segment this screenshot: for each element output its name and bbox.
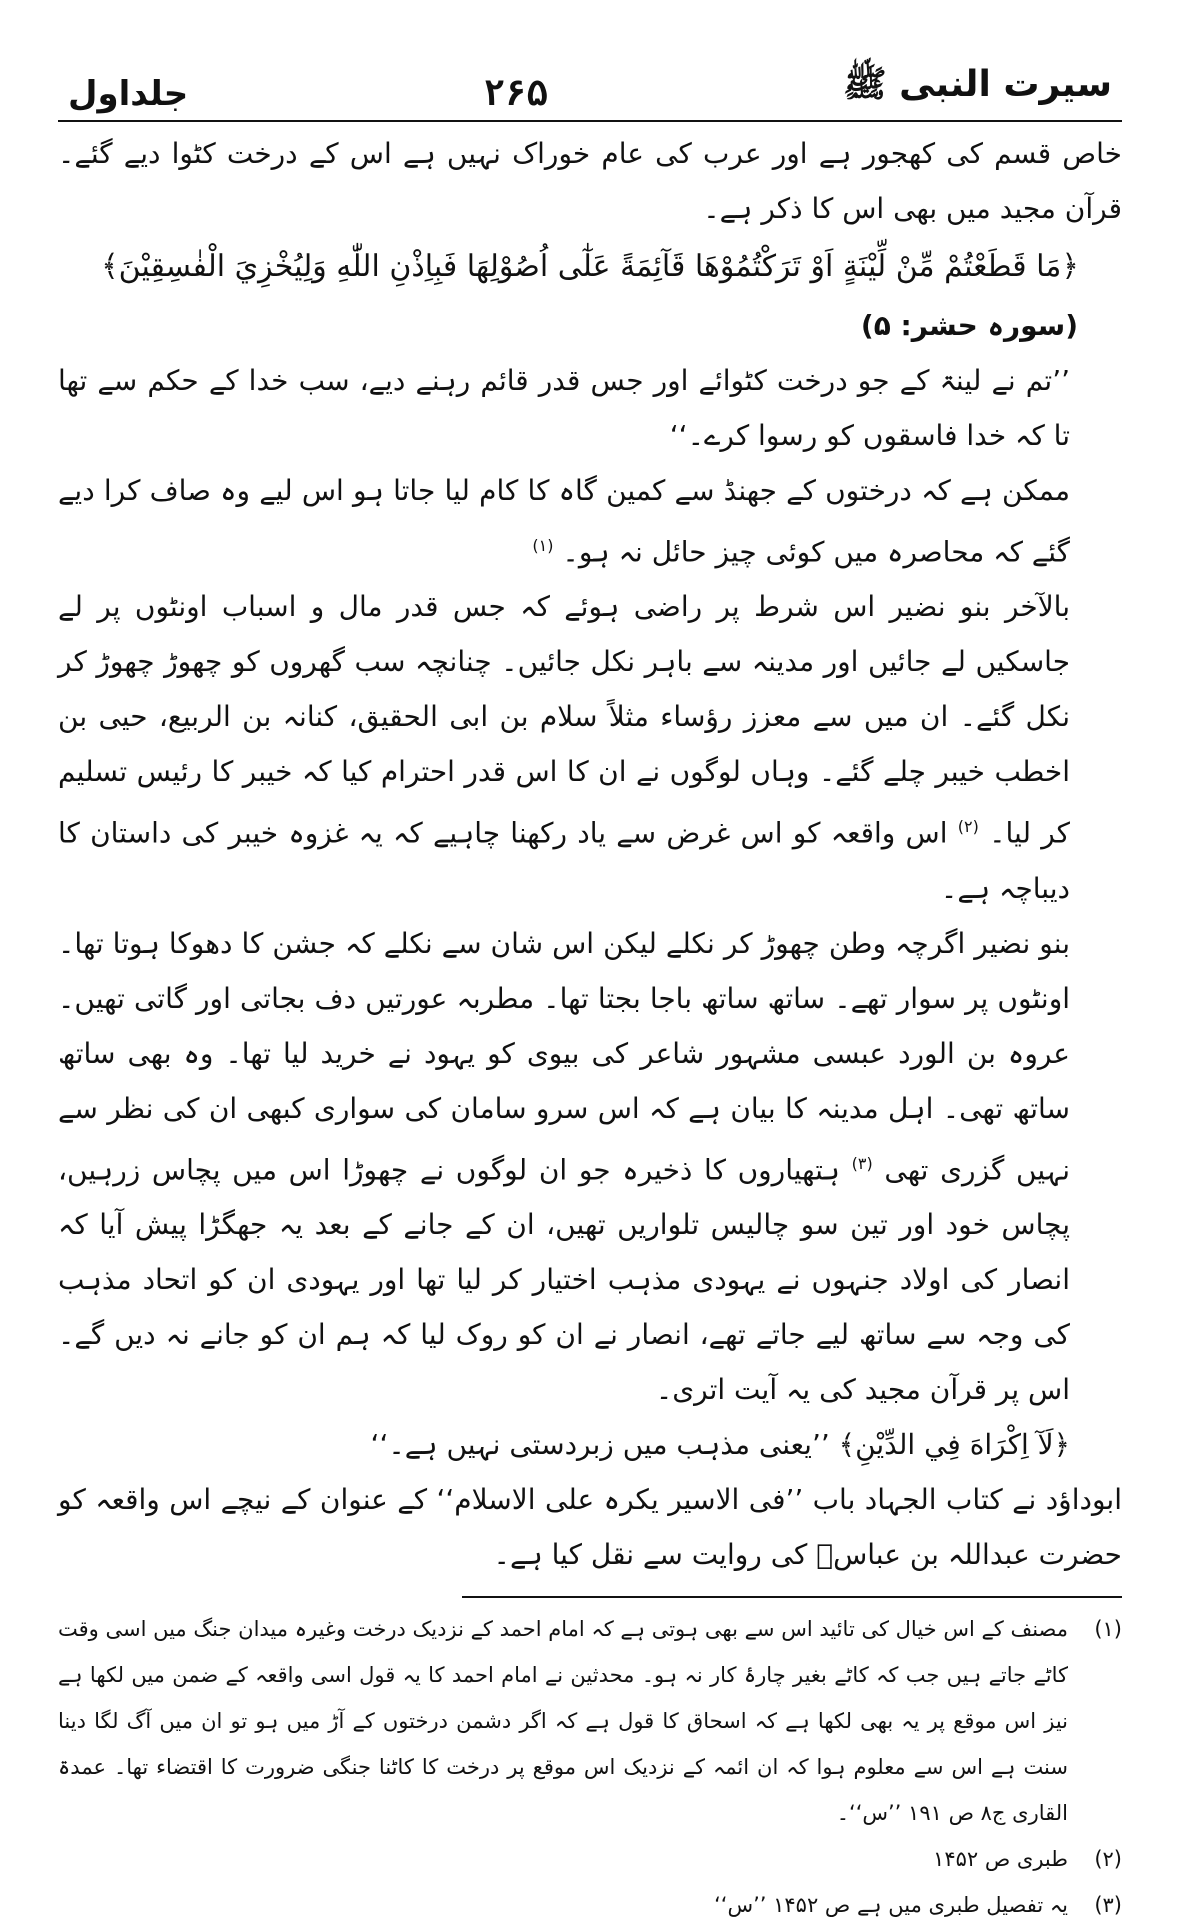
footnotes [58,1606,1122,1928]
paragraph-5: ابوداؤد نے کتاب الجہاد باب ’’فی الاسیر یکرہ علی الاسلام‘‘ کے عنوان کے نیچے اس واقعہ کو حضرت عبداللہ بن عباسؓ کی روایت سے نقل کیا ہے۔ [58,1482,1122,1571]
paragraph-1: خاص قسم کی کھجور ہے اور عرب کی عام خوراک نہیں ہے اس کے درخت کٹوا دیے گئے۔ قرآن مجید میں بھی اس کا ذکر ہے۔ [58,137,1122,225]
paragraph-3 [58,579,1122,915]
footnote-text: یہ تفصیل طبری میں ہے ص ۱۴۵۲ ’’س‘‘ [714,1892,1068,1917]
verse-reference-1: (سورہ حشر: ۵) [860,309,1078,342]
paragraph-2-text: ممکن ہے کہ درختوں کے جھنڈ سے کمین گاہ کا کام لیا جاتا ہو اس لیے وہ صاف کرا دیے گئے کہ محاصرہ میں کوئی چیز حائل نہ ہو۔ [58,474,1070,569]
footnote-mark-2: (۲) [957,817,979,837]
quran-verse-2-line [58,1417,1122,1472]
main-text [58,126,1122,1582]
footnote-text: طبری ص ۱۴۵۲ [933,1846,1068,1871]
footnote-1 [58,1606,1122,1836]
footnote-number: (۱) [1094,1616,1122,1641]
page-number: ۲۶۵ [483,73,549,114]
paragraph-3-text-end: اس واقعہ کو اس غرض سے یاد رکھنا چاہیے کہ یہ غزوہ خیبر کی داستان کا دیباچہ ہے۔ [58,816,1070,905]
footnote-mark-1: (۱) [532,536,554,555]
paragraph-2 [58,463,1122,579]
paragraph-4 [58,916,1122,1417]
paragraph-4-text: بنو نضیر اگرچہ وطن چھوڑ کر نکلے لیکن اس شان سے نکلے کہ جشن کا دھوکا ہوتا تھا۔ اونٹوں پر سوار تھے۔ ساتھ ساتھ باجا بجتا تھا۔ مطربہ عورتیں دف بجاتی اور گاتی تھیں۔ عروہ بن الورد عبسی مشہور شاعر کی بیوی کو یہود نے خرید لیا تھا۔ وہ بھی ساتھ ساتھ تھی۔ اہل مدینہ کا بیان ہے کہ اس سرو سامان کی سواری کبھی ان کی نظر سے نہیں گزری تھی [58,926,1070,1186]
footnote-number: (۲) [1094,1846,1122,1871]
paragraph-3-text: بالآخر بنو نضیر اس شرط پر راضی ہوئے کہ جس قدر مال و اسباب اونٹوں پر لے جاسکیں لے جائیں اور مدینہ سے باہر نکل جائیں۔ چنانچہ سب گھروں کو چھوڑ چھوڑ کر نکل گئے۔ ان میں سے معزز رؤساء مثلاً سلام بن ابی الحقیق، کنانہ بن الربیع، حیی بن اخطب خیبر چلے گئے۔ وہاں لوگوں نے ان کا اس قدر احترام کیا کہ خیبر کا رئیس تسلیم کر لیا۔ [58,590,1070,850]
footnote-mark-3: (۳) [851,1153,873,1173]
verse-translation-1: ’’تم نے لینۃ کے جو درخت کٹوائے اور جس قدر قائم رہنے دیے، سب خدا کے حکم سے تھا تا کہ خدا فاسقوں کو رسوا کرے۔‘‘ [58,364,1070,452]
footnote-number: (۳) [1094,1892,1122,1917]
quran-verse-1: ﴿مَا قَطَعْتُمْ مِّنْ لِّيْنَةٍ اَوْ تَرَكْتُمُوْهَا قَآئِمَةً عَلٰٓى اُصُوْلِهَا فَبِاِذْنِ اللّٰهِ وَلِيُخْزِيَ الْفٰسِقِيْنَ﴾ [101,249,1079,284]
paragraph-4-text-end: ہتھیاروں کا ذخیرہ جو ان لوگوں نے چھوڑا اس میں پچاس زرہیں، پچاس خود اور تین سو چالیس تلواریں تھیں، ان کے جانے کے بعد یہ جھگڑا پیش آیا کہ انصار کی اولاد جنہوں نے یہودی مذہب اختیار کر لیا تھا اور یہودی ان کو اتحاد مذہب کی وجہ سے ساتھ لیے جاتے تھے، انصار نے ان کو روک لیا کہ ہم ان کو جانے نہ دیں گے۔ اس پر قرآن مجید کی یہ آیت اتری۔ [58,1152,1070,1406]
footnote-2 [58,1836,1122,1882]
footnote-text: مصنف کے اس خیال کی تائید اس سے بھی ہوتی ہے کہ امام احمد کے نزدیک درخت وغیرہ میدان جنگ میں اسی وقت کاٹے جاتے ہیں جب کہ کاٹے بغیر چارۂ کار نہ ہو۔ محدثین نے امام احمد کا یہ قول اسی واقعہ کے ضمن میں لکھا ہے نیز اس موقع پر یہ بھی لکھا ہے کہ اسحاق کا قول ہے کہ اگر دشمن درختوں کے آڑ میں ہو تو ان میں آگ لگا دینا سنت ہے اس سے معلوم ہوا کہ ان ائمہ کے نزدیک اس موقع پر درخت کا کاٹنا جنگی ضرورت کا اقتضاء تھا۔ عمدۃ القاری ج۸ ص ۱۹۱ ’’س‘‘۔ [58,1616,1068,1825]
footnote-divider [462,1596,1122,1598]
running-header [58,48,1122,122]
verse-translation-2: ’’یعنی مذہب میں زبردستی نہیں ہے۔‘‘ [370,1427,830,1461]
volume-label: جلداول [68,74,189,114]
quran-verse-2: ﴿لَآ اِكْرَاهَ فِي الدِّيْنِ﴾ [838,1427,1070,1461]
footnote-3 [58,1882,1122,1928]
book-title: سیرت النبی ﷺ [843,64,1112,105]
